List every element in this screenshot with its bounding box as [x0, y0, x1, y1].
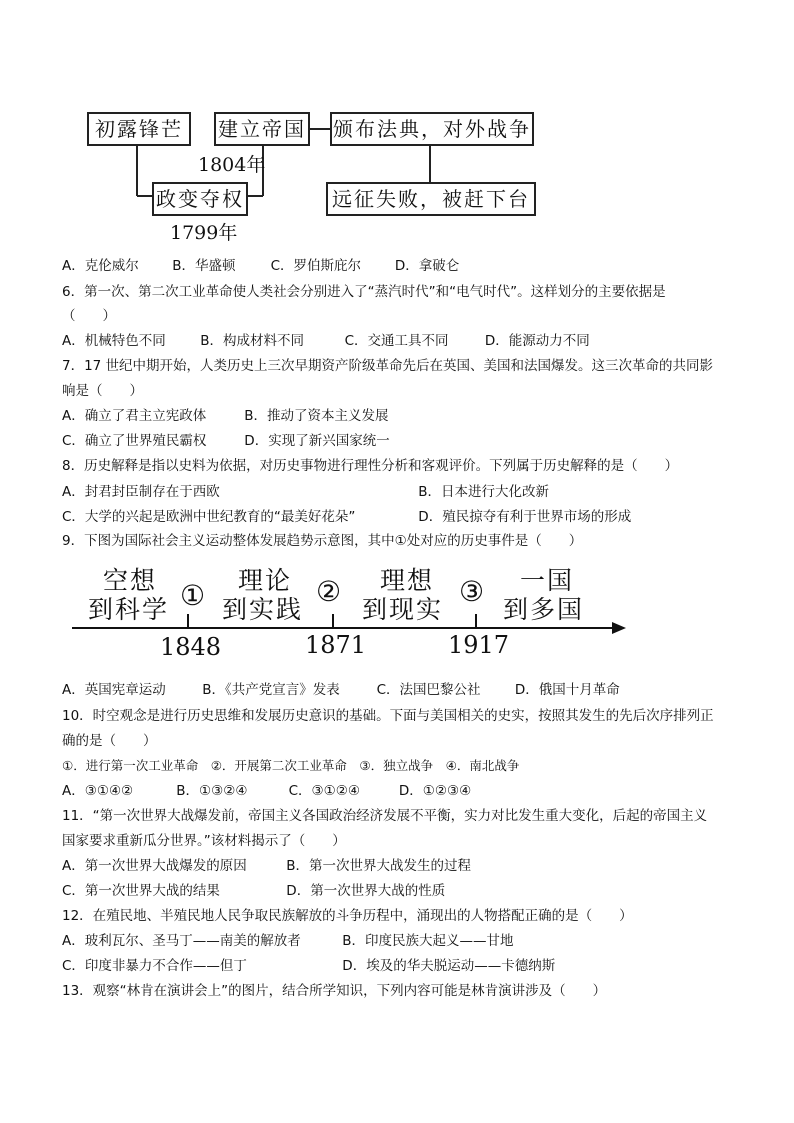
q9-option-d[interactable]: D．俄国十月革命: [514, 682, 620, 698]
q6-stem-line1: 6．第一次、第二次工业革命使人类社会分别进入了“蒸汽时代”和“电气时代”。这样划分的主要依据是: [62, 284, 666, 300]
q9-option-c[interactable]: C．法国巴黎公社: [376, 682, 481, 698]
q5-options: [62, 257, 459, 275]
phase1-line1: 空想: [103, 566, 158, 595]
q7-stem-line2: 响是（ ）: [62, 383, 143, 399]
marker-1: ①: [180, 579, 208, 612]
q10-options: [62, 782, 471, 800]
q5-option-d[interactable]: D．拿破仑: [394, 258, 460, 274]
q6-option-c[interactable]: C．交通工具不同: [344, 333, 449, 349]
phase4-line1: 一国: [520, 566, 575, 595]
q9-option-b[interactable]: B．《共产党宣言》发表: [202, 682, 340, 698]
q9-option-a[interactable]: A．英国宪章运动: [62, 682, 166, 698]
q10-stem-line2: 确的是（ ）: [62, 733, 157, 749]
box-empire: 建立帝国: [214, 112, 310, 146]
q6-options: [62, 332, 590, 350]
q11-options-row2: [62, 882, 445, 900]
timeline-arrowhead: [612, 622, 626, 634]
q11-option-c[interactable]: C．第一次世界大战的结果: [62, 883, 220, 899]
q6-option-a[interactable]: A．机械特色不同: [62, 333, 166, 349]
q10-option-d[interactable]: D．①②③④: [398, 783, 472, 799]
q12-option-c[interactable]: C．印度非暴力不合作——但丁: [62, 958, 247, 974]
q12-option-b[interactable]: B．印度民族大起义——甘地: [342, 933, 514, 949]
phase2-line2: 到实践: [222, 595, 304, 624]
q7-stem-line1: 7．17 世纪中期开始，人类历史上三次早期资产阶级革命先后在英国、美国和法国爆发。这三次革命的共同影: [62, 358, 714, 374]
q13-stem: 13．观察“林肯在演讲会上”的图片，结合所学知识，下列内容可能是林肯演讲涉及（ ）: [62, 983, 607, 999]
year-1804: 1804年: [198, 154, 266, 176]
year-1799: 1799年: [170, 222, 238, 244]
year-1917: 1917: [448, 631, 510, 659]
q7-options-row2: [62, 432, 390, 450]
q8-option-c[interactable]: C．大学的兴起是欧洲中世纪教育的“最美好花朵”: [62, 509, 356, 525]
box-debut: 初露锋芒: [87, 112, 191, 146]
q10-option-a[interactable]: A．③①④②: [62, 783, 134, 799]
phase4-line2: 到多国: [503, 595, 585, 624]
box-coup: 政变夺权: [152, 182, 248, 216]
q11-stem-line2: 国家要求重新瓜分世界。”该材料揭示了（ ）: [62, 833, 346, 849]
q6-stem-line2: （ ）: [62, 308, 116, 324]
q6-option-b[interactable]: B．构成材料不同: [200, 333, 305, 349]
q8-option-a[interactable]: A．封君封臣制存在于西欧: [62, 484, 220, 500]
year-1871: 1871: [305, 631, 367, 659]
phase3-line2: 到现实: [362, 595, 444, 624]
q7-option-a[interactable]: A．确立了君主立宪政体: [62, 408, 207, 424]
q7-option-b[interactable]: B．推动了资本主义发展: [244, 408, 389, 424]
box-expedition-fail: 远征失败，被赶下台: [326, 182, 536, 216]
q12-options-row2: [62, 957, 555, 975]
q10-items: ①．进行第一次工业革命 ②．开展第二次工业革命 ③．独立战争 ④．南北战争: [62, 758, 520, 773]
q6-option-d[interactable]: D．能源动力不同: [484, 333, 590, 349]
box-code-war: 颁布法典，对外战争: [330, 112, 534, 146]
marker-3: ③: [459, 575, 487, 608]
q11-options-row1: [62, 857, 471, 875]
q12-option-d[interactable]: D．埃及的华夫脱运动——卡德纳斯: [342, 958, 556, 974]
q12-stem: 12．在殖民地、半殖民地人民争取民族解放的斗争历程中，涌现出的人物搭配正确的是（ ）: [62, 908, 633, 924]
q11-option-d[interactable]: D．第一次世界大战的性质: [286, 883, 446, 899]
q8-stem: 8．历史解释是指以史料为依据，对历史事物进行理性分析和客观评价。下列属于历史解释的是（ ）: [62, 458, 679, 474]
q11-option-a[interactable]: A．第一次世界大战爆发的原因: [62, 858, 247, 874]
q12-options-row1: [62, 932, 514, 950]
q7-options-row1: [62, 407, 389, 425]
q9-options: [62, 681, 620, 699]
q10-stem-line1: 10．时空观念是进行历史思维和发展历史意识的基础。下面与美国相关的史实，按照其发生的先后次序排列正: [62, 708, 714, 724]
q7-option-d[interactable]: D．实现了新兴国家统一: [244, 433, 390, 449]
phase2-line1: 理论: [238, 566, 293, 595]
q5-option-a[interactable]: A．克伦威尔: [62, 258, 139, 274]
q5-option-c[interactable]: C．罗伯斯庇尔: [270, 258, 362, 274]
q5-option-b[interactable]: B．华盛顿: [172, 258, 236, 274]
q8-option-b[interactable]: B．日本进行大化改新: [418, 484, 550, 500]
q11-option-b[interactable]: B．第一次世界大战发生的过程: [286, 858, 472, 874]
year-1848: 1848: [160, 633, 222, 661]
q8-options-row2: [62, 508, 631, 526]
q12-option-a[interactable]: A．玻利瓦尔、圣马丁——南美的解放者: [62, 933, 301, 949]
phase1-line2: 到科学: [88, 595, 170, 624]
marker-2: ②: [316, 575, 344, 608]
q8-options-row1: [62, 483, 549, 501]
q7-option-c[interactable]: C．确立了世界殖民霸权: [62, 433, 207, 449]
socialism-timeline-figure: [0, 558, 794, 668]
phase3-line1: 理想: [380, 566, 435, 595]
q9-stem: 9．下图为国际社会主义运动整体发展趋势示意图，其中①处对应的历史事件是（ ）: [62, 533, 583, 549]
q11-stem-line1: 11．“第一次世界大战爆发前，帝国主义各国政治经济发展不平衡，实力对比发生重大变化，后起的帝国主义: [62, 808, 708, 824]
q10-option-b[interactable]: B．①③②④: [176, 783, 248, 799]
q8-option-d[interactable]: D．殖民掠夺有利于世界市场的形成: [418, 509, 632, 525]
q10-option-c[interactable]: C．③①②④: [288, 783, 360, 799]
